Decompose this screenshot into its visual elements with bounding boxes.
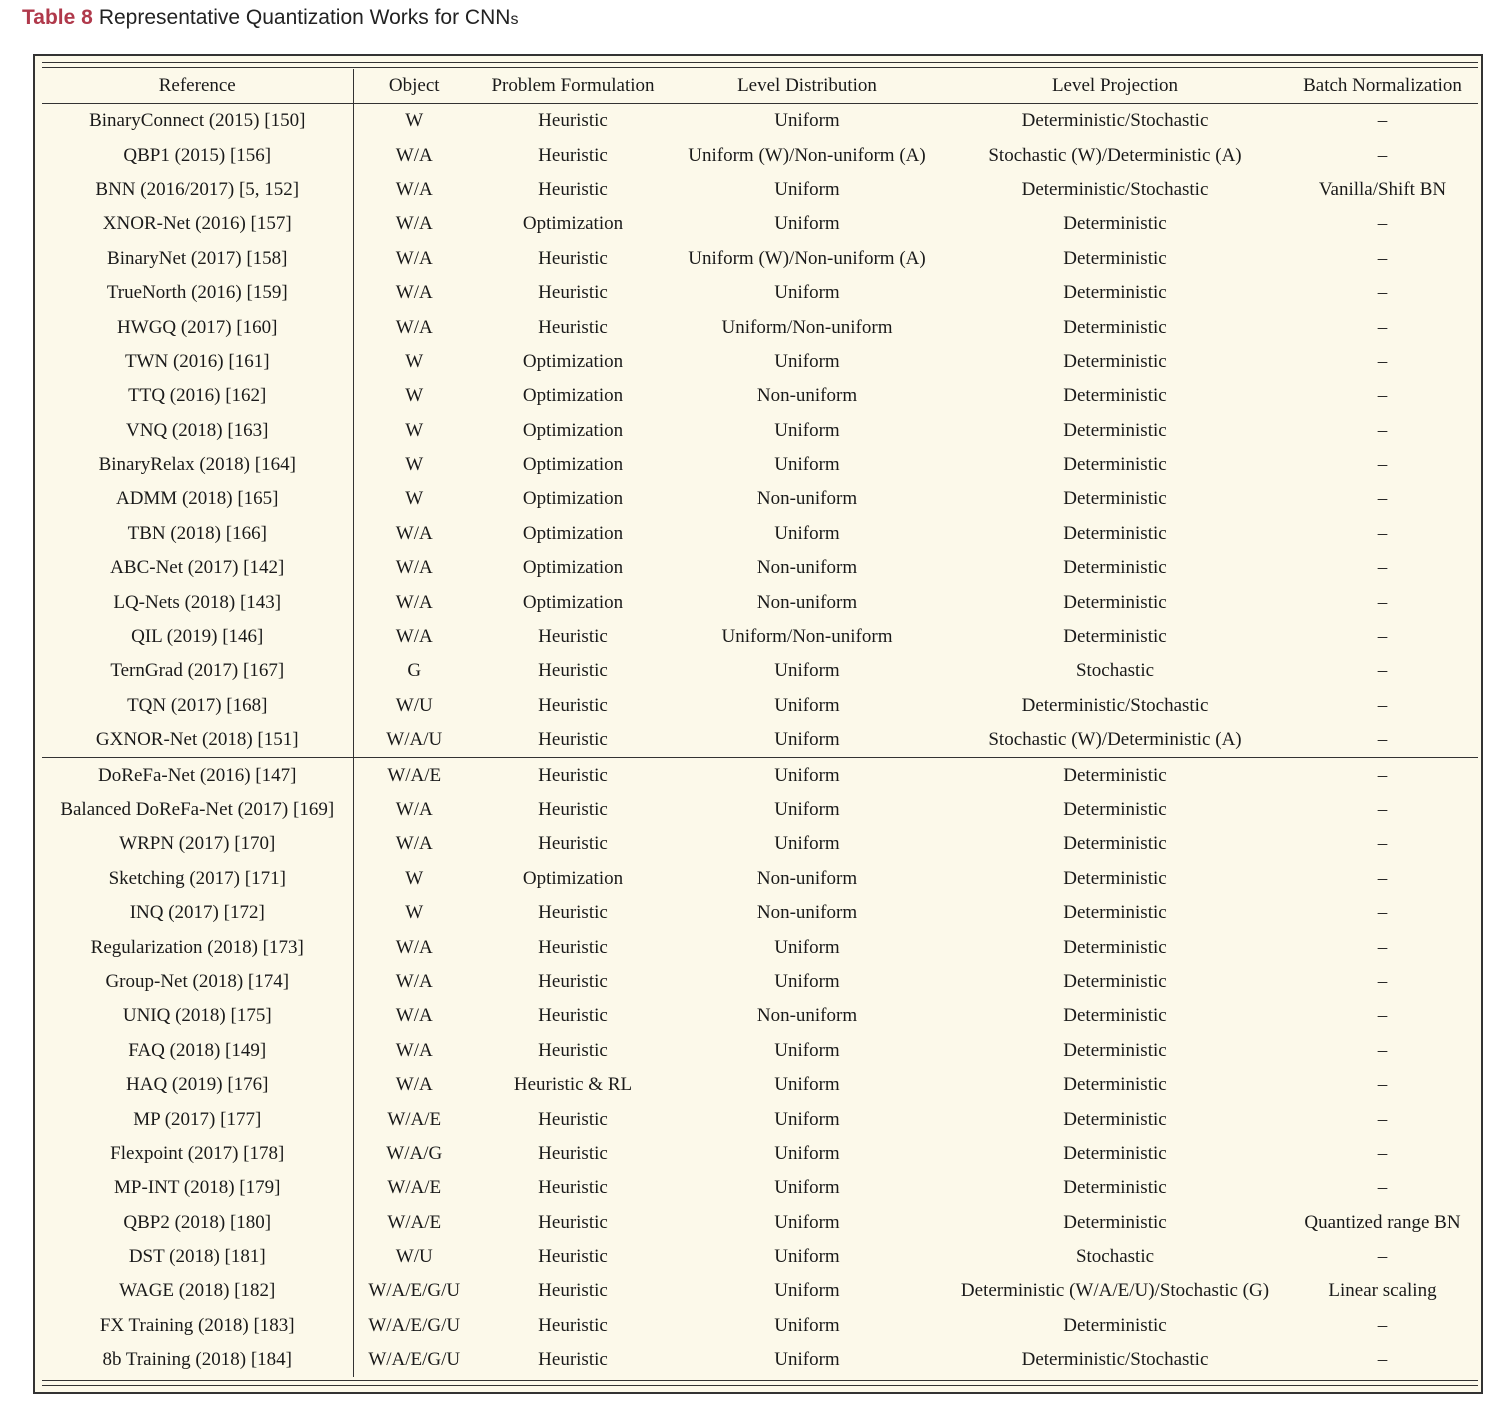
cell-reference: ADMM (2018) [165] [42, 482, 353, 516]
cell-reference: FX Training (2018) [183] [42, 1309, 353, 1343]
cell-object: W/A/E [387, 1108, 442, 1130]
cell-batch-normalization: – [1377, 213, 1388, 235]
cell-level-distribution: Uniform (W)/Non-uniform (A) [688, 247, 926, 269]
cell-batch-normalization: – [1377, 729, 1388, 751]
table-row [42, 896, 1478, 930]
table-row [42, 551, 1478, 585]
table-row [42, 1206, 1478, 1240]
cell-problem-formulation: Heuristic [538, 799, 608, 820]
cell-batch-normalization: – [1377, 1005, 1388, 1027]
cell-reference: TernGrad (2017) [167] [42, 654, 353, 688]
column-header-problem-formulation: Problem Formulation [475, 69, 671, 104]
cell-level-projection: Deterministic [1063, 316, 1167, 338]
cell-level-projection: Deterministic [1063, 385, 1167, 407]
cell-reference: HWGQ (2017) [160] [42, 310, 353, 344]
cell-level-distribution: Uniform [774, 970, 840, 992]
table-row [42, 620, 1478, 654]
cell-object: W/A [395, 799, 433, 820]
table-row [42, 1034, 1478, 1068]
cell-problem-formulation: Heuristic [538, 1108, 608, 1130]
cell-problem-formulation: Optimization [522, 488, 624, 510]
cell-batch-normalization: – [1287, 758, 1478, 793]
cell-level-distribution: Non-uniform [756, 385, 858, 407]
cell-level-distribution: Uniform [774, 454, 840, 476]
cell-level-projection: Deterministic [1063, 1177, 1167, 1199]
table-title: Representative Quantization Works for CNN [98, 6, 511, 29]
top-double-rule [42, 62, 1478, 68]
cell-object: W/A [395, 316, 433, 338]
cell-level-distribution: Uniform [774, 936, 840, 958]
cell-batch-normalization: – [1377, 282, 1388, 304]
table-row [42, 104, 1478, 139]
cell-batch-normalization: – [1377, 1039, 1388, 1061]
cell-level-distribution: Uniform [774, 694, 840, 716]
cell-level-projection: Deterministic [1063, 350, 1167, 372]
cell-problem-formulation: Heuristic [538, 1280, 608, 1302]
cell-batch-normalization: Vanilla/Shift BN [1318, 178, 1447, 200]
cell-batch-normalization: – [1377, 694, 1388, 716]
cell-object: W/U [395, 1246, 433, 1268]
cell-problem-formulation: Heuristic [538, 282, 608, 304]
cell-batch-normalization: – [1377, 660, 1388, 682]
cell-problem-formulation: Heuristic [538, 660, 608, 682]
cell-object: W/A [395, 936, 433, 958]
cell-object: W/A/E/G/U [368, 1314, 461, 1336]
cell-reference: 8b Training (2018) [184] [42, 1343, 353, 1377]
cell-problem-formulation: Heuristic [538, 144, 608, 166]
cell-batch-normalization: – [1377, 591, 1388, 613]
table-row [42, 1240, 1478, 1274]
cell-reference: WAGE (2018) [182] [42, 1274, 353, 1308]
cell-object: W/A [395, 626, 433, 648]
cell-batch-normalization: – [1377, 144, 1388, 166]
cell-reference: UNIQ (2018) [175] [42, 999, 353, 1033]
cell-reference: BNN (2016/2017) [5, 152] [42, 173, 353, 207]
table-row [42, 482, 1478, 516]
column-header-object: Object [353, 69, 475, 104]
cell-reference: BinaryRelax (2018) [164] [42, 448, 353, 482]
table-row [42, 345, 1478, 379]
cell-object: W [405, 488, 424, 510]
cell-level-distribution: Uniform [774, 729, 840, 751]
cell-reference: FAQ (2018) [149] [42, 1034, 353, 1068]
table-row [42, 1274, 1478, 1308]
cell-level-projection: Deterministic [1063, 591, 1167, 613]
table-row [42, 242, 1478, 276]
cell-object: W/A/U [386, 729, 443, 751]
cell-reference: QBP1 (2015) [156] [42, 138, 353, 172]
cell-reference: BinaryConnect (2015) [150] [42, 104, 353, 139]
cell-batch-normalization: – [1377, 1314, 1388, 1336]
cell-level-distribution: Uniform [774, 660, 840, 682]
cell-level-distribution: Non-uniform [756, 557, 858, 579]
cell-object: W/A [395, 178, 433, 200]
table-row [42, 1343, 1478, 1377]
cell-problem-formulation: Heuristic [538, 1246, 608, 1268]
cell-level-projection: Stochastic (W)/Deterministic (A) [988, 729, 1242, 751]
cell-level-projection: Deterministic [1063, 970, 1167, 992]
cell-level-distribution: Non-uniform [756, 902, 858, 924]
cell-batch-normalization: – [1377, 970, 1388, 992]
cell-batch-normalization: – [1377, 1074, 1388, 1096]
cell-batch-normalization: – [1377, 454, 1388, 476]
table-row [42, 793, 1478, 827]
cell-problem-formulation: Optimization [522, 522, 624, 544]
table-row [42, 414, 1478, 448]
cell-level-projection: Deterministic [1063, 454, 1167, 476]
cell-problem-formulation: Optimization [522, 557, 624, 579]
cell-level-distribution: Uniform [774, 799, 840, 820]
cell-level-distribution: Uniform [774, 833, 840, 855]
cell-batch-normalization: – [1377, 385, 1388, 407]
cell-level-distribution: Non-uniform [756, 867, 858, 889]
cell-reference: TTQ (2016) [162] [42, 379, 353, 413]
column-header-reference: Reference [42, 69, 353, 104]
bottom-double-rule [42, 1380, 1478, 1386]
cell-batch-normalization: – [1377, 557, 1388, 579]
cell-level-distribution: Uniform [774, 1280, 840, 1302]
cell-reference: GXNOR-Net (2018) [151] [42, 723, 353, 758]
cell-level-projection: Stochastic [1075, 1246, 1155, 1268]
table-row [42, 276, 1478, 310]
cell-level-distribution: Non-uniform [756, 1005, 858, 1027]
cell-problem-formulation: Heuristic [538, 1177, 608, 1199]
cell-level-distribution: Uniform [671, 758, 943, 793]
cell-level-distribution: Non-uniform [756, 591, 858, 613]
cell-problem-formulation: Heuristic [538, 729, 608, 751]
cell-reference: WRPN (2017) [170] [42, 827, 353, 861]
cell-problem-formulation: Heuristic [538, 316, 608, 338]
cell-object: W/A/G [386, 1142, 443, 1164]
cell-level-distribution: Uniform [774, 350, 840, 372]
cell-reference: DoReFa-Net (2016) [147] [42, 758, 353, 793]
cell-level-projection: Stochastic [1075, 660, 1155, 682]
cell-object: W/A/E/G/U [368, 1280, 461, 1302]
cell-reference: TrueNorth (2016) [159] [42, 276, 353, 310]
cell-level-projection: Deterministic [1063, 902, 1167, 924]
table-title-suffix: s [510, 11, 519, 28]
cell-reference: HAQ (2019) [176] [42, 1068, 353, 1102]
cell-object: W [405, 867, 424, 889]
cell-batch-normalization: – [1377, 833, 1388, 855]
cell-problem-formulation: Heuristic [538, 1005, 608, 1027]
cell-batch-normalization: – [1377, 1108, 1388, 1130]
cell-object: W/A [395, 970, 433, 992]
cell-object: W/A [395, 1074, 433, 1096]
table-row [42, 1137, 1478, 1171]
cell-level-distribution: Uniform [774, 110, 840, 132]
cell-reference: Balanced DoReFa-Net (2017) [169] [42, 793, 353, 827]
cell-batch-normalization: – [1377, 316, 1388, 338]
cell-reference: QBP2 (2018) [180] [42, 1206, 353, 1240]
cell-level-projection: Deterministic/Stochastic [1021, 694, 1209, 716]
cell-reference: Sketching (2017) [171] [42, 862, 353, 896]
cell-object: W/A/E [353, 758, 475, 793]
cell-level-projection: Stochastic (W)/Deterministic (A) [988, 144, 1242, 166]
cell-reference: LQ-Nets (2018) [143] [42, 585, 353, 619]
cell-object: W/A/E [387, 1211, 442, 1233]
cell-object: W/A [395, 557, 433, 579]
cell-problem-formulation: Heuristic [538, 626, 608, 648]
cell-batch-normalization: – [1377, 1177, 1388, 1199]
cell-batch-normalization: – [1377, 936, 1388, 958]
cell-level-projection: Deterministic [1063, 247, 1167, 269]
cell-problem-formulation: Heuristic [538, 1211, 608, 1233]
cell-level-projection: Deterministic [1063, 867, 1167, 889]
cell-level-distribution: Uniform (W)/Non-uniform (A) [688, 144, 926, 166]
cell-level-distribution: Uniform [774, 213, 840, 235]
cell-object: W/A [395, 213, 433, 235]
cell-object: W/A [395, 1039, 433, 1061]
cell-level-distribution: Uniform [774, 178, 840, 200]
table-label: Table 8 [22, 6, 93, 29]
cell-reference: MP (2017) [177] [42, 1102, 353, 1136]
cell-batch-normalization: – [1377, 419, 1388, 441]
cell-level-projection: Deterministic [1063, 936, 1167, 958]
cell-level-projection: Deterministic [1063, 419, 1167, 441]
cell-reference: DST (2018) [181] [42, 1240, 353, 1274]
table-row [42, 1102, 1478, 1136]
cell-level-projection: Deterministic [1063, 213, 1167, 235]
cell-level-projection: Deterministic [1063, 1211, 1167, 1233]
cell-level-projection: Deterministic/Stochastic [1021, 110, 1209, 132]
table-row [42, 723, 1478, 758]
cell-level-projection: Deterministic [1063, 282, 1167, 304]
cell-batch-normalization: – [1377, 902, 1388, 924]
cell-level-projection: Deterministic/Stochastic [1021, 178, 1209, 200]
cell-level-projection: Deterministic [1063, 1314, 1167, 1336]
cell-object: W [405, 385, 424, 407]
cell-batch-normalization: – [1377, 1349, 1388, 1371]
cell-object: G [407, 660, 422, 682]
cell-level-distribution: Uniform [774, 282, 840, 304]
table-row [42, 207, 1478, 241]
cell-batch-normalization: – [1377, 867, 1388, 889]
cell-level-distribution: Uniform [774, 1314, 840, 1336]
cell-object: W [405, 454, 424, 476]
cell-problem-formulation: Heuristic [538, 1142, 608, 1164]
cell-batch-normalization: – [1377, 1246, 1388, 1268]
table-row [42, 689, 1478, 723]
cell-reference: TBN (2018) [166] [42, 517, 353, 551]
column-header-batch-normalization: Batch Normalization [1287, 69, 1478, 104]
cell-object: W/A [395, 144, 433, 166]
cell-object: W [405, 110, 424, 132]
cell-level-distribution: Uniform/Non-uniform [721, 626, 893, 648]
cell-level-projection: Deterministic [1063, 1074, 1167, 1096]
cell-problem-formulation: Optimization [522, 213, 624, 235]
cell-problem-formulation: Heuristic [538, 1314, 608, 1336]
cell-batch-normalization: – [1377, 799, 1388, 820]
cell-level-projection: Deterministic [1063, 1039, 1167, 1061]
table-frame [33, 54, 1483, 1394]
cell-problem-formulation: Heuristic & RL [513, 1074, 633, 1096]
table-row [42, 827, 1478, 861]
table-row [42, 999, 1478, 1033]
cell-reference: Flexpoint (2017) [178] [42, 1137, 353, 1171]
quantization-table [42, 69, 1478, 1377]
cell-level-projection: Deterministic [943, 758, 1287, 793]
cell-reference: XNOR-Net (2016) [157] [42, 207, 353, 241]
table-row [42, 310, 1478, 344]
cell-batch-normalization: Linear scaling [1328, 1280, 1437, 1302]
cell-reference: QIL (2019) [146] [42, 620, 353, 654]
cell-problem-formulation: Optimization [522, 350, 624, 372]
cell-problem-formulation: Heuristic [538, 694, 608, 716]
cell-level-distribution: Uniform [774, 1177, 840, 1199]
table-row [42, 930, 1478, 964]
cell-object: W/U [395, 694, 433, 716]
cell-object: W/A [395, 591, 433, 613]
table-row [42, 173, 1478, 207]
cell-problem-formulation: Heuristic [538, 110, 608, 132]
cell-level-distribution: Uniform [774, 1211, 840, 1233]
cell-object: W/A/E [387, 1177, 442, 1199]
cell-level-distribution: Uniform [774, 1349, 840, 1371]
table-row [42, 965, 1478, 999]
cell-level-projection: Deterministic [1063, 488, 1167, 510]
cell-batch-normalization: – [1377, 626, 1388, 648]
cell-reference: BinaryNet (2017) [158] [42, 242, 353, 276]
cell-level-distribution: Non-uniform [756, 488, 858, 510]
cell-level-distribution: Uniform/Non-uniform [721, 316, 893, 338]
cell-level-projection: Deterministic [1063, 799, 1167, 820]
cell-level-distribution: Uniform [774, 419, 840, 441]
cell-reference: Regularization (2018) [173] [42, 930, 353, 964]
cell-level-projection: Deterministic [1063, 626, 1167, 648]
cell-problem-formulation: Optimization [522, 867, 624, 889]
cell-level-distribution: Uniform [774, 1039, 840, 1061]
cell-level-projection: Deterministic [1063, 833, 1167, 855]
cell-batch-normalization: – [1377, 522, 1388, 544]
cell-batch-normalization: – [1377, 110, 1388, 132]
cell-object: W/A [395, 522, 433, 544]
table-row [42, 1171, 1478, 1205]
cell-object: W/A [395, 1005, 433, 1027]
cell-problem-formulation: Optimization [522, 385, 624, 407]
cell-level-projection: Deterministic [1063, 1005, 1167, 1027]
cell-level-projection: Deterministic [1063, 1142, 1167, 1164]
cell-problem-formulation: Heuristic [538, 833, 608, 855]
cell-level-distribution: Uniform [774, 1142, 840, 1164]
cell-level-projection: Deterministic/Stochastic [1021, 1349, 1209, 1371]
cell-problem-formulation: Heuristic [538, 1039, 608, 1061]
cell-problem-formulation: Heuristic [538, 970, 608, 992]
cell-batch-normalization: – [1377, 488, 1388, 510]
cell-level-distribution: Uniform [774, 1108, 840, 1130]
cell-level-projection: Deterministic [1063, 522, 1167, 544]
cell-level-distribution: Uniform [774, 522, 840, 544]
cell-problem-formulation: Optimization [522, 591, 624, 613]
cell-batch-normalization: – [1377, 1142, 1388, 1164]
cell-object: W/A/E/G/U [368, 1349, 461, 1371]
table-row [42, 138, 1478, 172]
table-row [42, 585, 1478, 619]
table-row [42, 758, 1478, 793]
header-row [42, 69, 1478, 104]
cell-reference: VNQ (2018) [163] [42, 414, 353, 448]
table-caption [22, 6, 518, 30]
cell-object: W/A [395, 282, 433, 304]
cell-problem-formulation: Optimization [522, 419, 624, 441]
cell-problem-formulation: Heuristic [538, 902, 608, 924]
table-row [42, 448, 1478, 482]
table-row [42, 379, 1478, 413]
cell-object: W/A [395, 247, 433, 269]
cell-object: W [405, 902, 424, 924]
column-header-level-distribution: Level Distribution [671, 69, 943, 104]
cell-level-distribution: Uniform [774, 1074, 840, 1096]
cell-reference: ABC-Net (2017) [142] [42, 551, 353, 585]
cell-problem-formulation: Heuristic [475, 758, 671, 793]
cell-reference: TWN (2016) [161] [42, 345, 353, 379]
cell-problem-formulation: Optimization [522, 454, 624, 476]
table-row [42, 654, 1478, 688]
cell-level-projection: Deterministic [1063, 1108, 1167, 1130]
cell-problem-formulation: Heuristic [538, 178, 608, 200]
cell-batch-normalization: – [1377, 247, 1388, 269]
cell-problem-formulation: Heuristic [538, 1349, 608, 1371]
table-row [42, 1068, 1478, 1102]
cell-object: W [405, 419, 424, 441]
cell-object: W [405, 350, 424, 372]
cell-reference: TQN (2017) [168] [42, 689, 353, 723]
cell-problem-formulation: Heuristic [538, 936, 608, 958]
table-row [42, 517, 1478, 551]
cell-batch-normalization: Quantized range BN [1304, 1211, 1461, 1233]
table-row [42, 1309, 1478, 1343]
cell-level-distribution: Uniform [774, 1246, 840, 1268]
cell-object: W/A [395, 833, 433, 855]
table-row [42, 862, 1478, 896]
cell-problem-formulation: Heuristic [538, 247, 608, 269]
column-header-level-projection: Level Projection [943, 69, 1287, 104]
cell-batch-normalization: – [1377, 350, 1388, 372]
cell-level-projection: Deterministic [1063, 557, 1167, 579]
cell-reference: Group-Net (2018) [174] [42, 965, 353, 999]
cell-level-projection: Deterministic (W/A/E/U)/Stochastic (G) [960, 1280, 1270, 1302]
cell-reference: INQ (2017) [172] [42, 896, 353, 930]
cell-reference: MP-INT (2018) [179] [42, 1171, 353, 1205]
